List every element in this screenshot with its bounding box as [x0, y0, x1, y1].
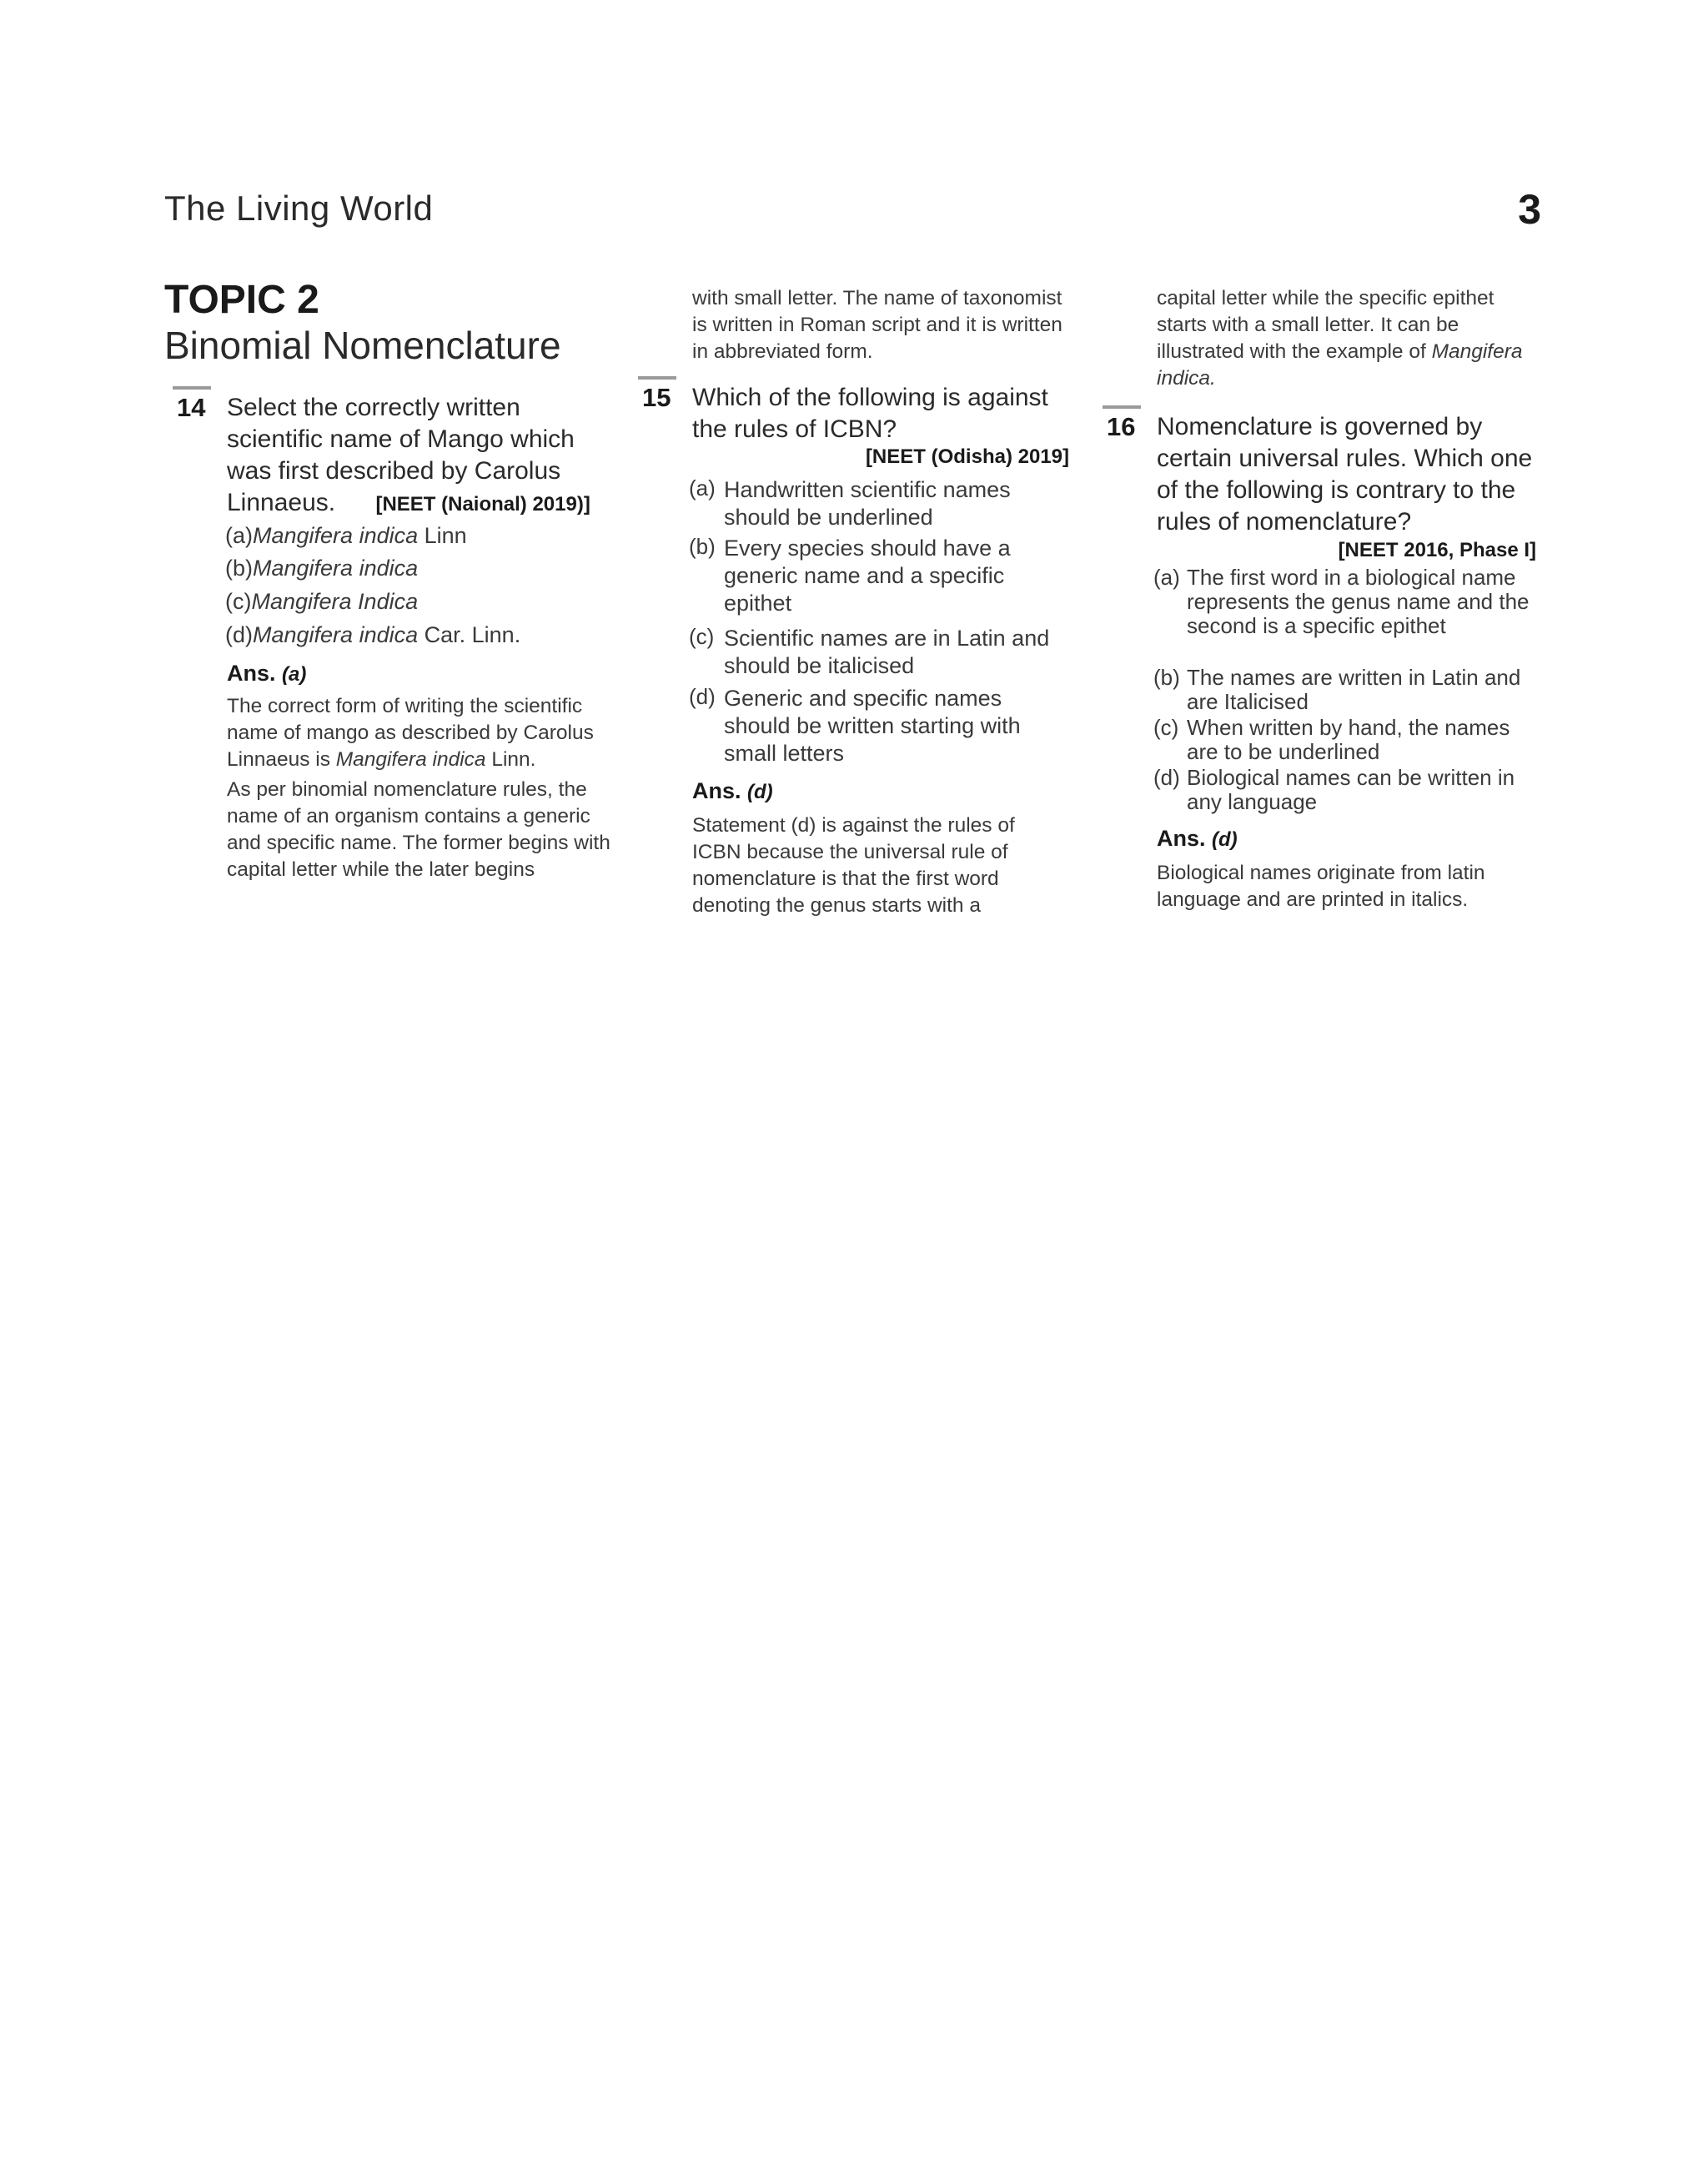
explanation-text: Linn.: [485, 748, 536, 771]
question-number: 16: [1107, 412, 1136, 441]
question-source: [NEET 2016, Phase I]: [1338, 539, 1536, 561]
continued-text: capital letter while the specific epithet starts with a small letter. It can be illustrated with the example of: [1157, 287, 1494, 363]
topic-title: Binomial Nomenclature: [164, 324, 561, 367]
option-text: When written by hand, the names are to be underlined: [1187, 715, 1510, 764]
option-d: [689, 685, 1073, 767]
answer-value: (d): [747, 781, 773, 803]
explanation-text: The correct form of writing the scientific name of mango as described by Carolus Linnaeus is: [227, 695, 594, 771]
answer-value: (a): [282, 663, 307, 686]
continued-italic: Mangifera indica.: [1157, 340, 1523, 390]
explanation: Statement (d) is against the rules of ICBN because the universal rule of nomenclature is that the first word denoting the genus starts with a: [692, 814, 1015, 917]
question-text: Nomenclature is governed by certain universal rules. Which one of the following is contrary to the rules of nomenclature?: [1157, 413, 1533, 536]
option-label: (c): [225, 589, 252, 614]
option-c: [689, 625, 1073, 680]
page-number: 3: [1518, 186, 1541, 233]
option-italic: Mangifera indica: [253, 523, 419, 548]
option-italic: Mangifera indica: [253, 556, 419, 581]
option-text: Generic and specific names should be written starting with small letters: [724, 686, 1021, 766]
option-a: [689, 476, 1073, 531]
continued-explanation: [1157, 285, 1540, 392]
option-c: [1153, 716, 1545, 764]
question-marker-bar: [1103, 405, 1141, 409]
explanation-para-1: [227, 693, 619, 773]
question-text: [227, 392, 619, 521]
running-title: The Living World: [164, 189, 434, 228]
explanation: [227, 693, 619, 883]
question-number: 14: [177, 393, 206, 422]
answer: [1157, 826, 1238, 852]
option-text: Biological names can be written in any language: [1187, 765, 1515, 814]
option-label: (b): [689, 534, 716, 559]
continued-explanation: with small letter. The name of taxonomist is written in Roman script and it is written in abbreviated form.: [692, 287, 1062, 363]
option-label: (a): [689, 475, 716, 500]
option-italic: Mangifera Indica: [251, 589, 419, 614]
explanation-italic: Mangifera indica: [335, 748, 486, 771]
option-d: [1153, 766, 1545, 814]
topic-label: TOPIC 2: [164, 278, 319, 322]
option-label: (b): [225, 556, 253, 581]
option-text: The names are written in Latin and are Italicised: [1187, 665, 1521, 714]
option-c: [225, 588, 418, 616]
explanation-para-2: As per binomial nomenclature rules, the name of an organism contains a generic and specific name. The former begins with capital letter while the later begins: [227, 778, 610, 881]
option-b: [225, 555, 418, 582]
option-label: (d): [1153, 765, 1180, 790]
question-source: [NEET (Odisha) 2019]: [865, 445, 1069, 468]
option-text: Scientific names are in Latin and should be italicised: [724, 626, 1050, 678]
question-source: [NEET (Naional) 2019)]: [375, 493, 590, 516]
answer-label: Ans.: [227, 661, 276, 686]
option-label: (d): [689, 684, 716, 709]
option-label: (c): [1153, 715, 1179, 740]
option-label: (d): [225, 622, 253, 647]
option-a: [225, 522, 467, 550]
option-d: [225, 621, 520, 649]
option-b: [689, 535, 1073, 617]
answer: [692, 778, 773, 804]
option-rest: Car. Linn.: [418, 622, 521, 647]
option-text: Handwritten scientific names should be underlined: [724, 477, 1011, 530]
option-rest: Linn: [418, 523, 467, 548]
option-label: (b): [1153, 665, 1180, 690]
answer: [227, 661, 306, 687]
question-text: Which of the following is against the rules of ICBN?: [692, 384, 1048, 443]
option-text: The first word in a biological name represents the genus name and the second is a specific epithet: [1187, 565, 1530, 638]
question-number: 15: [642, 383, 671, 412]
option-label: (a): [225, 523, 253, 548]
answer-label: Ans.: [692, 778, 741, 803]
option-italic: Mangifera indica: [253, 622, 419, 647]
option-label: (c): [689, 624, 715, 649]
option-b: [1153, 666, 1545, 714]
option-label: (a): [1153, 565, 1180, 590]
answer-label: Ans.: [1157, 826, 1206, 851]
explanation: Biological names originate from latin language and are printed in italics.: [1157, 862, 1485, 911]
question-marker-bar: [638, 376, 676, 380]
question-body: Select the correctly written scientific name of Mango which was first described by Carolus Linnaeus.: [227, 394, 575, 516]
option-a: [1153, 566, 1545, 638]
question-marker-bar: [173, 386, 211, 390]
option-text: Every species should have a generic name and a specific epithet: [724, 536, 1011, 616]
answer-value: (d): [1212, 828, 1238, 851]
